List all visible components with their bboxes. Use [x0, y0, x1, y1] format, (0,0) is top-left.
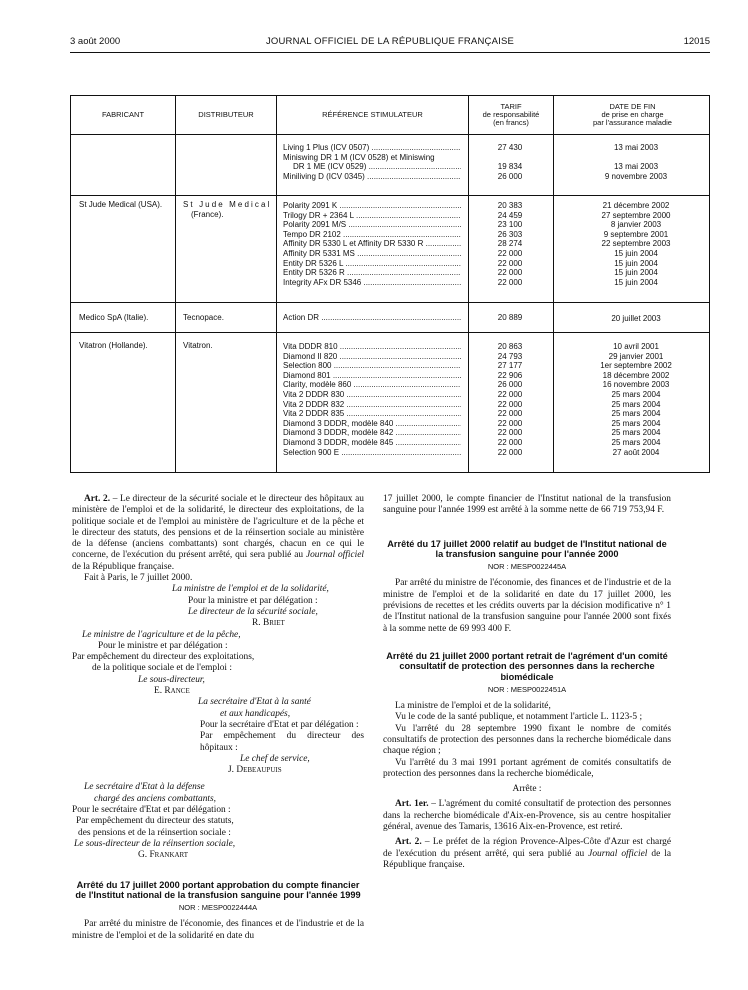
- table-cell: 25 mars 2004: [611, 418, 661, 428]
- table-cell: 28 274: [497, 239, 523, 249]
- table-cell: 22 000: [497, 437, 523, 447]
- header-rule: [70, 52, 710, 53]
- table-cell: Diamond 3 DDDR, modèle 842 .....: [283, 428, 461, 438]
- table-cell: 26 303: [497, 229, 523, 239]
- table-group-3-refs: [283, 342, 461, 457]
- header-journal-title: JOURNAL OFFICIEL DE LA RÉPUBLIQUE FRANÇAISE: [265, 36, 515, 47]
- table-group-0-refs: Living 1 Plus (ICV 0507) ..... Miniswing DR 1 M (ICV 0528) et Miniswing DR 1 ME (ICV 0529) ..... Miniliving D (ICV 0345) .....: [283, 143, 461, 181]
- table-cell: Vita 2 DDDR 835 .....: [283, 409, 461, 419]
- table-cell: 29 janvier 2001: [608, 351, 664, 361]
- table-cell: 27 177: [497, 361, 523, 371]
- table-cell: Diamond 801 .....: [283, 371, 461, 381]
- table-cell: 22 000: [497, 409, 523, 419]
- signature-block-3-b: Pour la secrétaire d'Etat et par délégation : Par empêchement du directeur des hôpitaux : Le chef de service, J. Debeaupuis: [200, 719, 364, 776]
- table-cell: 9 septembre 2001: [603, 229, 669, 239]
- right-column: [383, 494, 671, 871]
- nor-reference: NOR : MESP0022451A: [487, 685, 567, 695]
- table-cell: Polarity 2091 M/S .....: [283, 220, 461, 230]
- table-cell: 22 000: [497, 447, 523, 457]
- fabricant-medico: Medico SpA (Italie).: [79, 313, 149, 322]
- table-cell: 22 septembre 2003: [601, 239, 671, 249]
- arrete-retrait-preamble: La ministre de l'emploi et de la solidarité,: [395, 701, 551, 712]
- table-group-3-tarifs: [474, 342, 546, 457]
- table-cell: 22 000: [497, 258, 523, 268]
- table-cell: Affinity DR 5330 L et Affinity DR 5330 R .....: [283, 239, 461, 249]
- table-cell: 24 793: [497, 351, 523, 361]
- table-cell: 10 avril 2001: [613, 342, 659, 351]
- table-cell: 25 mars 2004: [611, 428, 661, 438]
- header-page-number: 12015: [683, 36, 710, 47]
- table-cell: 22 000: [497, 277, 523, 287]
- stimulator-table: [70, 95, 710, 473]
- signatory-name: G. Frankart: [138, 850, 189, 861]
- table-group-1-refs: [283, 201, 461, 287]
- col-header-distributeur: DISTRIBUTEUR: [198, 110, 254, 119]
- signature-block-2: Le ministre de l'agriculture et de la pêche, Pour le ministre et par délégation : Par empêchement du directeur des exploitations, de la politique sociale et de l'emploi : Le sous-directeur, E. Rance: [72, 630, 364, 698]
- fabricant-vitatron: Vitatron (Hollande).: [79, 341, 148, 350]
- signatory-name: E. Rance: [154, 686, 190, 697]
- col-header-reference: RÉFÉRENCE STIMULATEUR: [322, 110, 423, 119]
- table-cell: 25 mars 2004: [611, 389, 661, 399]
- table-cell: Diamond II 820 .....: [283, 352, 461, 362]
- distributeur-st-jude: St Jude Medical (France).: [183, 200, 272, 219]
- table-cell: Selection 900 E .....: [283, 448, 461, 458]
- signatory-name: R. Briet: [252, 618, 285, 629]
- table-cell: Clarity, modèle 860 .....: [283, 380, 461, 390]
- table-cell: Polarity 2091 K .....: [283, 201, 461, 211]
- table-cell: 16 novembre 2003: [602, 380, 670, 390]
- table-cell: 20 383: [497, 201, 523, 210]
- table-cell: 15 juin 2004: [614, 268, 658, 278]
- table-cell: 25 mars 2004: [611, 437, 661, 447]
- arrete-budget-title: Arrêté du 17 juillet 2000 relatif au budget de l'Institut national de la transfusion sanguine pour l'année 2000: [387, 538, 667, 559]
- table-group-2-refs: Action DR .....: [283, 313, 461, 323]
- table-cell: 20 863: [497, 342, 523, 351]
- article-1-paragraph: Art. 1er. – L'agrément du comité consultatif de protection des personnes dans la recherche biomédicale d'Aix-en-Provence, sis au centre hospitalier général, avenue des Tamaris, 13616 Aix-en-Provence, est retiré.: [383, 799, 671, 833]
- signature-block-4: Le secrétaire d'Etat à la défense chargé des anciens combattants, Pour le secrétaire d'Etat et par délégation : Par empêchement du directeur des statuts, des pensions et de la réinsertion sociale : Le sous-directeur de la réinsertion sociale, G. Frankart: [72, 782, 364, 861]
- fait-a-paris: Fait à Paris, le 7 juillet 2000.: [84, 573, 193, 584]
- table-cell: 21 décembre 2002: [602, 201, 670, 210]
- arrete-compte-financier-title: Arrêté du 17 juillet 2000 portant approbation du compte financier de l'Institut national de la transfusion sanguine pour l'année 1999: [75, 879, 361, 900]
- table-cell: 24 459: [497, 210, 523, 220]
- table-cell: Vita DDDR 810 .....: [283, 342, 461, 352]
- table-group-2-dates: 20 juillet 2003: [611, 314, 661, 323]
- table-cell: 22 000: [497, 399, 523, 409]
- arrete-heading: Arrête :: [512, 784, 542, 795]
- article-2-paragraph: Art. 2. – Le préfet de la région Provence-Alpes-Côte d'Azur est chargé de l'exécution du présent arrêté, qui sera publié au Journal officiel de la République française.: [383, 837, 672, 870]
- distributeur-vitatron: Vitatron.: [183, 341, 213, 350]
- table-cell: 27 août 2004: [612, 447, 660, 457]
- table-cell: Selection 800 .....: [283, 361, 461, 371]
- signature-block-3: La secrétaire d'Etat à la santé et aux handicapés,: [198, 697, 311, 719]
- arrete-budget-text: Par arrêté du ministre de l'économie, des finances et de l'industrie et de la ministre de l'emploi et de la solidarité en date du 17 juillet 2000, les prévisions de recettes et les crédits ouverts par la décision modificative n° 1 de l'Institut national de la transfusion sanguine pour l'année 2000 sont fixés à la somme nette de 69 993 400 F.: [383, 578, 671, 634]
- col-header-fabricant: FABRICANT: [101, 110, 145, 119]
- table-cell: Entity DR 5326 L .....: [283, 259, 461, 269]
- left-column: [72, 494, 364, 942]
- visa-code-sante: Vu le code de la santé publique, et notamment l'article L. 1123-5 ;: [395, 712, 643, 723]
- table-cell: 22 906: [497, 370, 523, 380]
- table-cell: 25 mars 2004: [611, 399, 661, 409]
- signature-block-1: La ministre de l'emploi et de la solidarité, Pour la ministre et par délégation : Le directeur de la sécurité sociale, R. Briet: [72, 584, 364, 629]
- table-cell: 22 000: [497, 389, 523, 399]
- table-group-2-tarifs: 20 889: [497, 313, 523, 322]
- table-cell: 27 septembre 2000: [601, 210, 671, 220]
- table-cell: Trilogy DR + 2364 L .....: [283, 211, 461, 221]
- table-cell: Diamond 3 DDDR, modèle 845 .....: [283, 438, 461, 448]
- table-group-0-dates: 13 mai 2003 13 mai 2003 9 novembre 2003: [604, 143, 668, 181]
- table-cell: 22 000: [497, 418, 523, 428]
- table-cell: Tempo DR 2102 .....: [283, 230, 461, 240]
- nor-reference: NOR : MESP0022445A: [487, 562, 567, 572]
- table-cell: 22 000: [497, 428, 523, 438]
- table-cell: 18 décembre 2002: [602, 370, 670, 380]
- article-2-paragraph: Art. 2. – Le directeur de la sécurité sociale et le directeur des hôpitaux au ministère de l'emploi et de la solidarité, le directeur des exploitations, de la politique sociale et de l'emploi au ministère de l'agriculture et de la pêche et le directeur des statuts, des pensions et de la réinsertion sociale au ministère de la défense (anciens combattants) sont chargés, chacun en ce qui le concerne, de l'exécution du présent arrêté, qui sera publié au Journal officiel de la République française.: [72, 494, 365, 572]
- table-cell: Diamond 3 DDDR, modèle 840 .....: [283, 419, 461, 429]
- fabricant-st-jude: St Jude Medical (USA).: [79, 200, 163, 209]
- table-cell: 23 100: [497, 220, 523, 230]
- distributeur-tecnopace: Tecnopace.: [183, 313, 224, 322]
- compte-financier-continuation: 17 juillet 2000, le compte financier de l'Institut national de la transfusion sanguine pour l'année 1999 est arrêté à la somme nette de 66 719 753,94 F.: [383, 494, 671, 516]
- table-group-0-tarifs: 27 430 19 834 26 000: [497, 143, 523, 181]
- table-cell: 15 juin 2004: [614, 277, 658, 287]
- table-cell: Affinity DR 5331 MS .....: [283, 249, 461, 259]
- arrete-compte-financier-text: Par arrêté du ministre de l'économie, des finances et de l'industrie et de la ministre de l'emploi et de la solidarité en date du: [72, 919, 364, 941]
- table-cell: Vita 2 DDDR 832 .....: [283, 400, 461, 410]
- table-cell: 22 000: [497, 248, 523, 258]
- table-cell: 15 juin 2004: [614, 258, 658, 268]
- table-cell: 26 000: [497, 380, 523, 390]
- signatory-name: J. Debeaupuis: [228, 765, 282, 776]
- table-cell: Vita 2 DDDR 830 .....: [283, 390, 461, 400]
- table-group-1-tarifs: [474, 201, 546, 287]
- arrete-retrait-title: Arrêté du 21 juillet 2000 portant retrait de l'agrément d'un comité consultatif de protection des personnes dans la recherche biomédicale: [386, 650, 668, 682]
- table-cell: 22 000: [497, 268, 523, 278]
- table-cell: 1er septembre 2002: [600, 361, 672, 371]
- col-header-tarif: TARIF de responsabilité (en francs): [482, 102, 540, 127]
- nor-reference: NOR : MESP0022444A: [178, 903, 258, 913]
- visa-arrete-1991: Vu l'arrêté du 3 mai 1991 portant agrément de comités consultatifs de protection des personnes dans la recherche biomédicale,: [383, 757, 671, 779]
- table-group-1-dates: [561, 201, 711, 287]
- table-cell: Entity DR 5326 R .....: [283, 268, 461, 278]
- table-cell: 8 janvier 2003: [610, 220, 662, 230]
- table-group-3-dates: [561, 342, 711, 457]
- col-header-date-fin: DATE DE FIN de prise en charge par l'assurance maladie: [593, 102, 672, 127]
- table-cell: Integrity AFx DR 5346 .....: [283, 278, 461, 288]
- running-header: [70, 36, 710, 52]
- visa-arrete-1990: Vu l'arrêté du 28 septembre 1990 fixant le nombre de comités consultatifs de protection des personnes dans la recherche biomédicale dans chaque région ;: [383, 723, 671, 757]
- table-cell: 25 mars 2004: [611, 409, 661, 419]
- table-cell: 15 juin 2004: [614, 248, 658, 258]
- header-date: 3 août 2000: [70, 36, 121, 47]
